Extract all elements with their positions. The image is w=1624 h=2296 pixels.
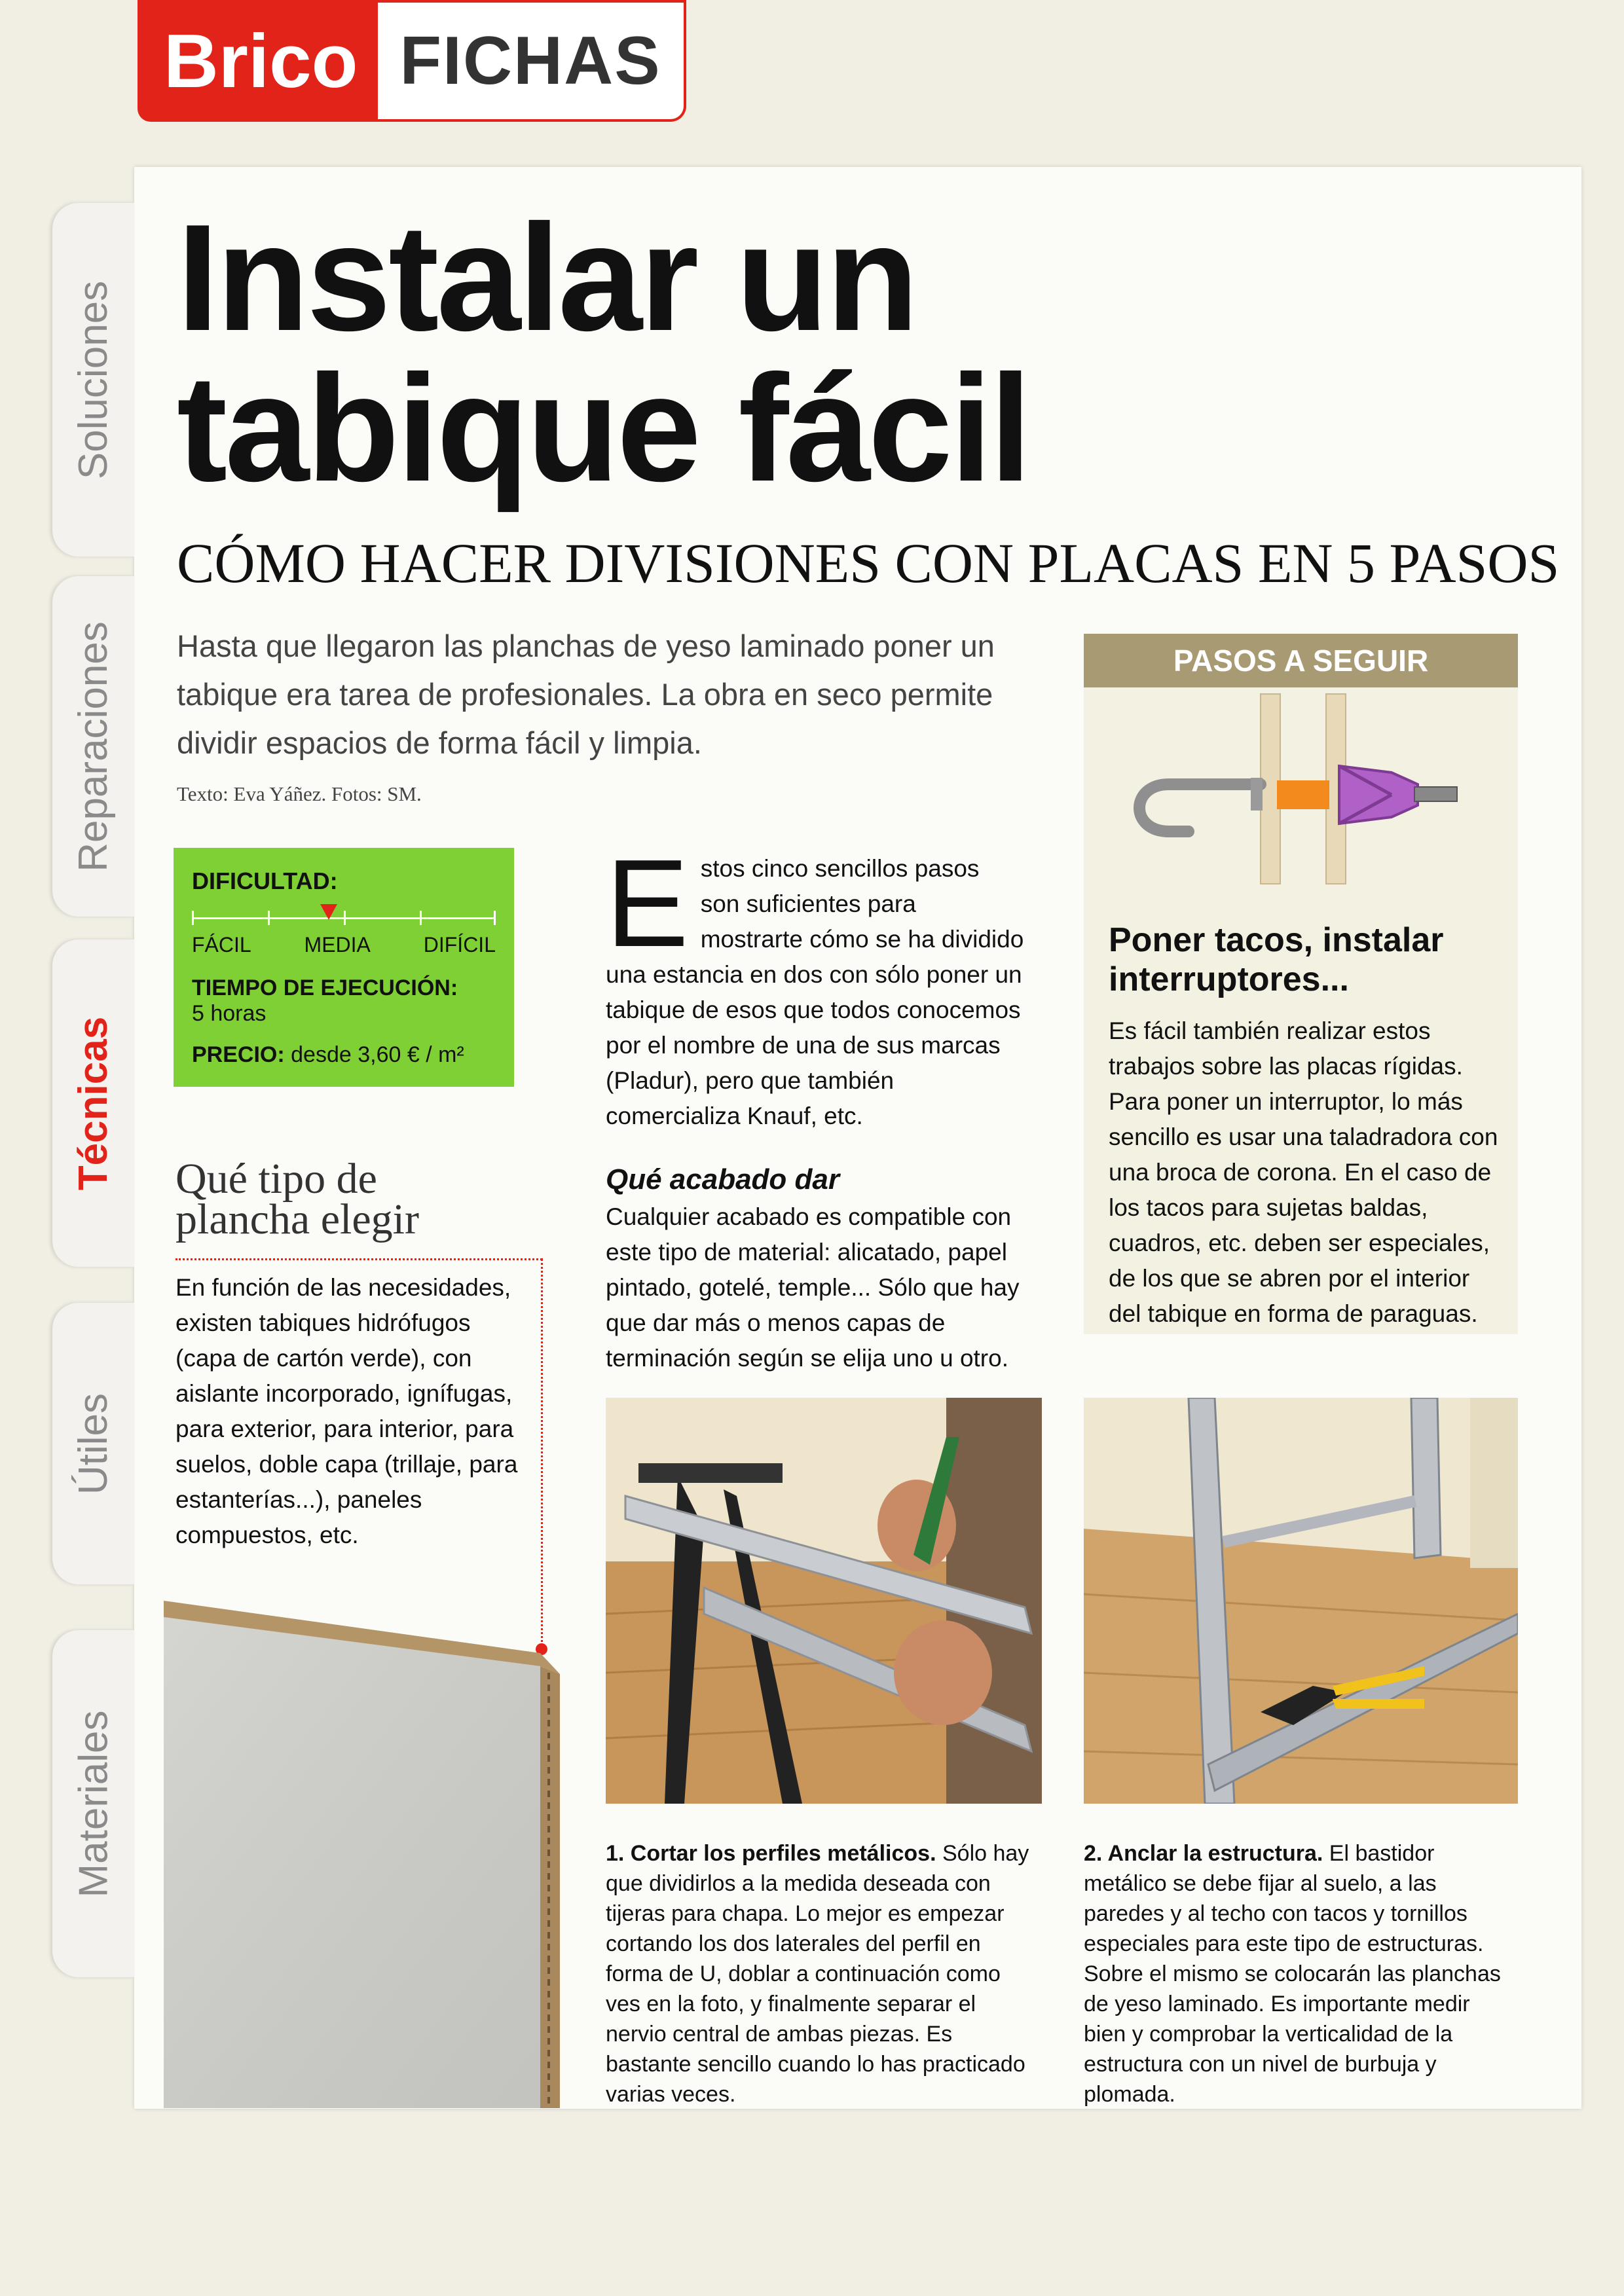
tab-materiales[interactable] bbox=[52, 1630, 134, 1977]
photo-cutting-profiles bbox=[606, 1398, 1042, 1804]
middle-text-2: Cualquier acabado es compatible con este tipo de material: alicatado, papel pintado, gotelé, temple... Sólo que hay que dar más o menos capas de terminación según se elija uno u otro. bbox=[606, 1203, 1020, 1372]
tab-label: Reparaciones bbox=[71, 621, 117, 872]
steps-text: Es fácil también realizar estos trabajos sobre las placas rígidas. Para poner un interruptor, lo más sencillo es usar una taladradora con una broca de corona. En el caso de los tacos para sujetas baldas, cuadros, etc. deben ser especiales, de los que se abren por el interior del tabique en forma de paraguas. bbox=[1109, 1017, 1498, 1327]
plasterboard-image bbox=[164, 1601, 560, 2108]
left-heading bbox=[175, 1155, 419, 1243]
author-credit: Texto: Eva Yáñez. Fotos: SM. bbox=[177, 782, 422, 805]
steps-heading bbox=[1109, 920, 1444, 999]
time-value: 5 horas bbox=[192, 1001, 267, 1026]
difficulty-label: DIFICULTAD: bbox=[192, 867, 338, 894]
middle-column bbox=[606, 834, 1025, 1376]
brand-brico: Brico bbox=[138, 0, 378, 122]
scale-tick bbox=[192, 911, 194, 925]
dotted-rule bbox=[175, 1258, 542, 1260]
steps-sidebar bbox=[1084, 634, 1518, 1334]
scale-label-medium: MEDIA bbox=[304, 933, 371, 957]
difficulty-marker-icon bbox=[320, 904, 337, 920]
brand-fichas: FICHAS bbox=[378, 0, 686, 122]
step-2-title: 2. Anclar la estructura. bbox=[1084, 1841, 1323, 1866]
scale-tick bbox=[268, 911, 270, 925]
left-heading-line-1: Qué tipo de bbox=[175, 1155, 377, 1203]
time-label: TIEMPO DE EJECUCIÓN: bbox=[192, 975, 458, 1000]
photo-anchoring-structure bbox=[1084, 1398, 1518, 1804]
tab-soluciones[interactable] bbox=[52, 203, 134, 556]
section-brand bbox=[138, 0, 686, 122]
page-title bbox=[177, 193, 1029, 513]
scale-label-easy: FÁCIL bbox=[192, 933, 251, 957]
tab-label: Soluciones bbox=[71, 280, 116, 479]
step-2-caption bbox=[1084, 1838, 1516, 2109]
scale-label-hard: DIFÍCIL bbox=[423, 933, 496, 957]
price-label: PRECIO: bbox=[192, 1042, 285, 1067]
steps-header: PASOS A SEGUIR bbox=[1084, 634, 1518, 687]
tab-label: Materiales bbox=[71, 1710, 116, 1897]
info-box bbox=[174, 848, 514, 1087]
price bbox=[192, 1042, 496, 1068]
drop-cap: E bbox=[606, 834, 689, 973]
price-value: desde 3,60 € / m² bbox=[291, 1042, 464, 1067]
title-line-1: Instalar un bbox=[177, 193, 917, 363]
difficulty-scale bbox=[192, 908, 496, 947]
steps-heading-line-2: interruptores... bbox=[1109, 960, 1349, 998]
middle-subheading: Qué acabado dar bbox=[606, 1163, 840, 1195]
dotted-leader bbox=[541, 1258, 543, 1651]
wall-anchor-illustration bbox=[1084, 687, 1518, 936]
steps-heading-line-1: Poner tacos, instalar bbox=[1109, 921, 1444, 959]
page-subtitle: CÓMO HACER DIVISIONES CON PLACAS EN 5 PASOS bbox=[177, 532, 1560, 594]
step-2-text: El bastidor metálico se debe fijar al suelo, a las paredes y al techo con tacos y tornillos especiales para este tipo de estructuras. Sobre el mismo se colocarán las planchas de yeso laminado. Es importante medir bien y comprobar la verticalidad de la estructura con un nivel de burbuja y plomada. bbox=[1084, 1841, 1501, 2107]
title-line-2: tabique fácil bbox=[177, 344, 1029, 513]
tab-label: Técnicas bbox=[71, 1016, 117, 1190]
tab-utiles[interactable] bbox=[52, 1303, 134, 1584]
left-text: En función de las necesidades, existen tabiques hidrófugos (capa de cartón verde), con aislante incorporado, ignífugas, para exterior, para interior, para suelos, doble capa (trillaje, para estanterías...), paneles compuestos, etc. bbox=[175, 1274, 518, 1548]
step-1-caption bbox=[606, 1838, 1038, 2109]
intro-paragraph: Hasta que llegaron las planchas de yeso laminado poner un tabique era tarea de profesionales. La obra en seco permite dividir espacios de forma fácil y limpia. bbox=[177, 629, 995, 760]
step-1-text: Sólo hay que dividirlos a la medida deseada con tijeras para chapa. Lo mejor es empezar cortando los dos laterales del perfil en forma de U, doblar a continuación como ves en la foto, y finalmente separar el nervio central de ambas piezas. Es bastante sencillo cuando lo has practicado varias veces. bbox=[606, 1841, 1029, 2107]
scale-tick bbox=[420, 911, 422, 925]
tab-tecnicas[interactable] bbox=[52, 939, 134, 1267]
middle-text: stos cinco sencillos pasos son suficientes para mostrarte cómo se ha dividido una estancia en dos con sólo poner un tabique de esos que todos conocemos por el nombre de una de sus marcas (Pladur), pero que también comercializa Knauf, etc. bbox=[606, 855, 1024, 1129]
left-heading-line-2: plancha elegir bbox=[175, 1195, 419, 1243]
step-1-title: 1. Cortar los perfiles metálicos. bbox=[606, 1841, 936, 1866]
tab-reparaciones[interactable] bbox=[52, 576, 134, 917]
scale-tick bbox=[494, 911, 496, 925]
tab-label: Útiles bbox=[71, 1393, 116, 1495]
scale-tick bbox=[344, 911, 346, 925]
